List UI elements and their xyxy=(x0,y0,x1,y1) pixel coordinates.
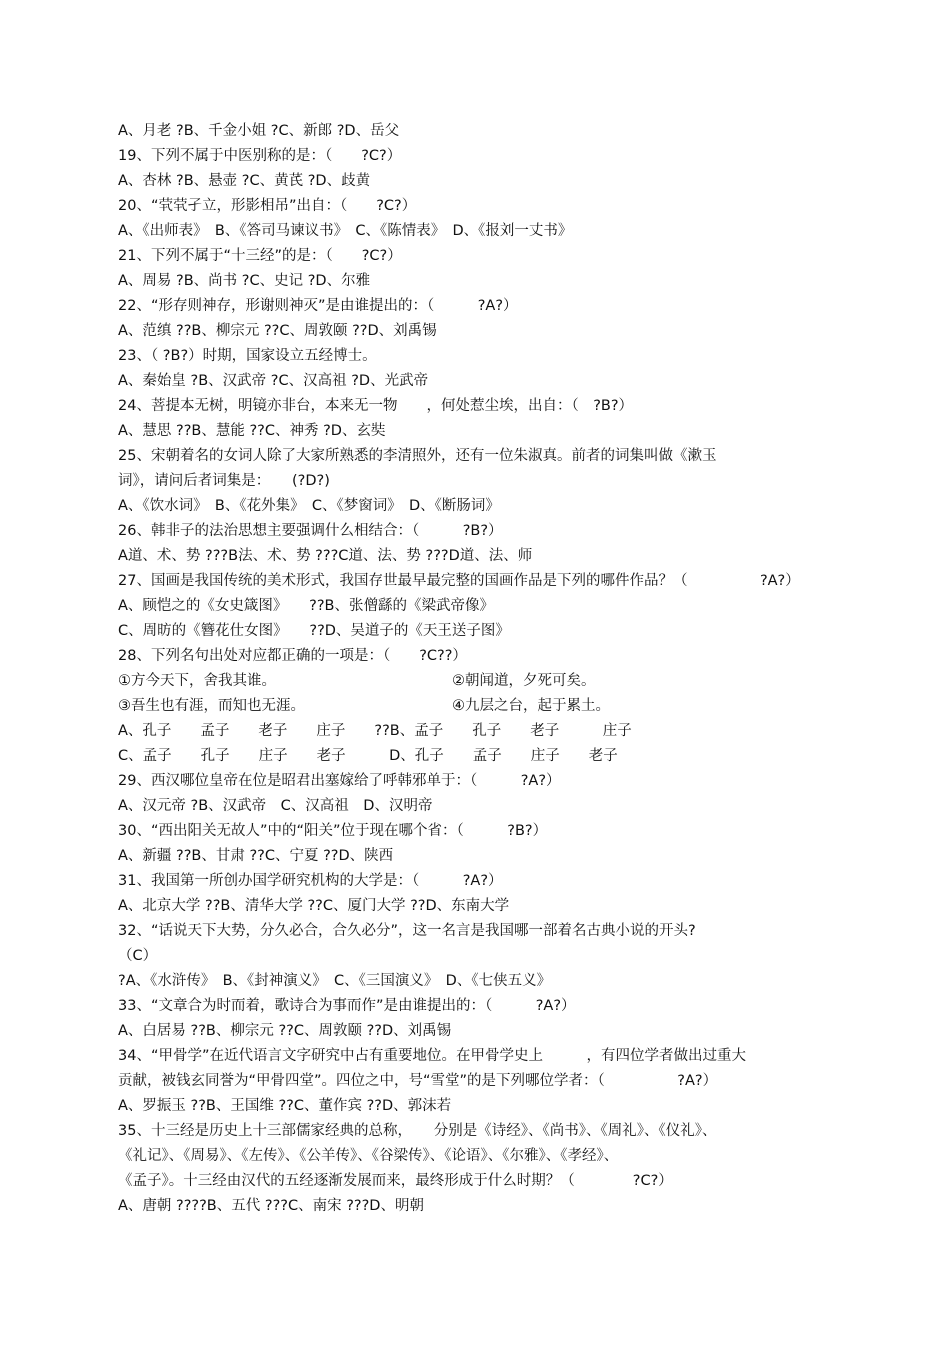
question-27: 27、国画是我国传统的美术形式，我国存世最早最完整的国画作品是下列的哪件作品？（ ?A?） xyxy=(118,573,800,589)
question-20: 20、“茕茕孑立，形影相吊”出自：（ ?C?） xyxy=(118,198,417,214)
text-line: A、周易 ?B、尚书 ?C、史记 ?D、尔雅 xyxy=(118,273,371,289)
text-line: （C） xyxy=(118,948,158,964)
question-22: 22、“形存则神存，形谢则神灭”是由谁提出的：（ ?A?） xyxy=(118,298,518,314)
text-line: A道、术、势 ???B法、术、势 ???C道、法、势 ???D道、法、师 xyxy=(118,548,533,564)
text-line: ?A、《水浒传》 B、《封神演义》 C、《三国演义》 D、《七侠五义》 xyxy=(118,973,552,989)
text-line: A、汉元帝 ?B、汉武帝 C、汉高祖 D、汉明帝 xyxy=(118,798,433,814)
text-line: A、罗振玉 ??B、王国维 ??C、董作宾 ??D、郭沫若 xyxy=(118,1098,452,1114)
question-28: 28、下列名句出处对应都正确的一项是：（ ?C??） xyxy=(118,648,467,664)
quote-3: ③吾生也有涯，而知也无涯。 xyxy=(118,698,305,714)
quote-2: ②朝闻道，夕死可矣。 xyxy=(452,673,596,689)
text-line: A、月老 ?B、千金小姐 ?C、新郎 ?D、岳父 xyxy=(118,123,400,139)
text-line: A、杏林 ?B、悬壶 ?C、黄芪 ?D、歧黄 xyxy=(118,173,371,189)
text-line: A、白居易 ??B、柳宗元 ??C、周敦颐 ??D、刘禹锡 xyxy=(118,1023,452,1039)
question-32: 32、“话说天下大势，分久必合，合久必分”，这一名言是我国哪一部着名古典小说的开头? xyxy=(118,923,696,939)
text-line: 《礼记》、《周易》、《左传》、《公羊传》、《谷梁传》、《论语》、《尔雅》、《孝经》、 xyxy=(118,1148,619,1164)
text-line: A、《饮水词》 B、《花外集》 C、《梦窗词》 D、《断肠词》 xyxy=(118,498,500,514)
text-line: C、孟子 孔子 庄子 老子 D、孔子 孟子 庄子 老子 xyxy=(118,748,618,764)
question-30: 30、“西出阳关无故人”中的“阳关”位于现在哪个省：（ ?B?） xyxy=(118,823,548,839)
question-26: 26、韩非子的法治思想主要强调什么相结合：（ ?B?） xyxy=(118,523,503,539)
text-line: C、周昉的《簪花仕女图》 ??D、吴道子的《天王送子图》 xyxy=(118,623,510,639)
question-25: 25、宋朝着名的女词人除了大家所熟悉的李清照外，还有一位朱淑真。前者的词集叫做《漱玉 xyxy=(118,448,717,464)
question-31: 31、我国第一所创办国学研究机构的大学是：（ ?A?） xyxy=(118,873,503,889)
question-21: 21、下列不属于“十三经”的是：（ ?C?） xyxy=(118,248,402,264)
question-19: 19、下列不属于中医别称的是：（ ?C?） xyxy=(118,148,402,164)
text-line: A、北京大学 ??B、清华大学 ??C、厦门大学 ??D、东南大学 xyxy=(118,898,510,914)
text-line: A、慧思 ??B、慧能 ??C、神秀 ?D、玄奘 xyxy=(118,423,386,439)
quote-1: ①方今天下，舍我其谁。 xyxy=(118,673,276,689)
quote-4: ④九层之台，起于累土。 xyxy=(452,698,610,714)
text-line: A、新疆 ??B、甘肃 ??C、宁夏 ??D、陕西 xyxy=(118,848,394,864)
text-line: 《孟子》。十三经由汉代的五经逐渐发展而来，最终形成于什么时期？（ ?C?） xyxy=(118,1173,673,1189)
question-33: 33、“文章合为时而着，歌诗合为事而作”是由谁提出的：（ ?A?） xyxy=(118,998,576,1014)
text-line: 词》，请问后者词集是： (?D?) xyxy=(118,473,330,489)
text-line: A、范缜 ??B、柳宗元 ??C、周敦颐 ??D、刘禹锡 xyxy=(118,323,437,339)
text-line: A、唐朝 ????B、五代 ???C、南宋 ???D、明朝 xyxy=(118,1198,424,1214)
question-34: 34、“甲骨学”在近代语言文字研究中占有重要地位。在甲骨学史上 ，有四位学者做出过重大 xyxy=(118,1048,746,1064)
text-line: A、秦始皇 ?B、汉武帝 ?C、汉高祖 ?D、光武帝 xyxy=(118,373,429,389)
question-24: 24、菩提本无树，明镜亦非台，本来无一物 ，何处惹尘埃，出自：（ ?B?） xyxy=(118,398,634,414)
question-35: 35、十三经是历史上十三部儒家经典的总称， 分别是《诗经》、《尚书》、《周礼》、《仪礼》、 xyxy=(118,1123,717,1139)
text-line: A、顾恺之的《女史箴图》 ??B、张僧繇的《梁武帝像》 xyxy=(118,598,495,614)
text-line: A、《出师表》 B、《答司马谏议书》 C、《陈情表》 D、《报刘一丈书》 xyxy=(118,223,573,239)
text-line: 贡献，被钱玄同誉为“甲骨四堂”。四位之中，号“雪堂”的是下列哪位学者：（ ?A?） xyxy=(118,1073,718,1089)
text-line: A、孔子 孟子 老子 庄子 ??B、孟子 孔子 老子 庄子 xyxy=(118,723,632,739)
question-23: 23、（ ?B?）时期，国家设立五经博士。 xyxy=(118,348,377,364)
question-29: 29、西汉哪位皇帝在位是昭君出塞嫁给了呼韩邪单于：（ ?A?） xyxy=(118,773,561,789)
